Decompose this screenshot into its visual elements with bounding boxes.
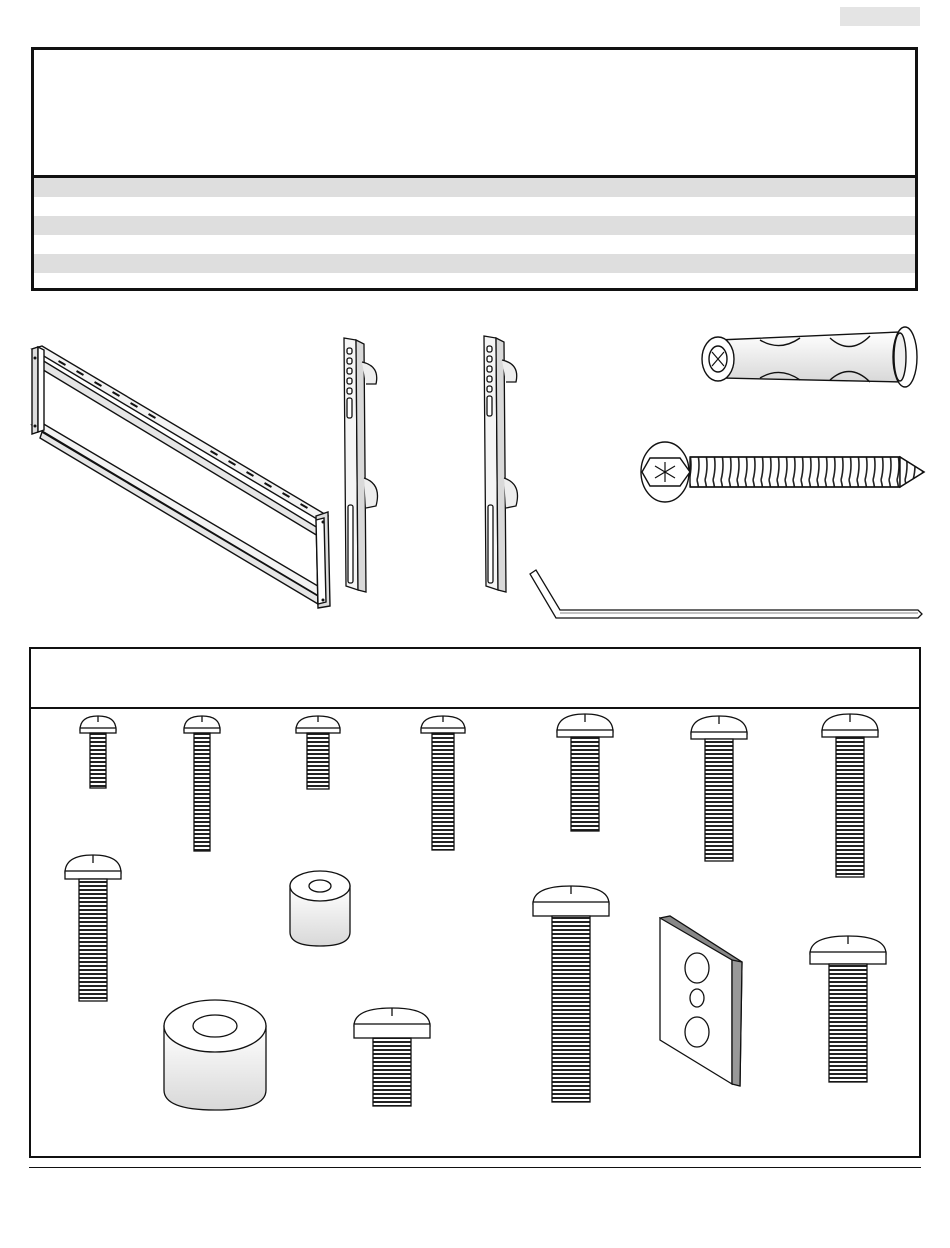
pan-head-screw-icon [80,716,116,788]
large-spacer-icon [164,1000,266,1110]
pan-head-screw-icon [533,886,609,1102]
vertical-mounting-arm-icon [344,338,378,592]
pan-head-screw-icon [421,716,465,850]
allen-wrench-icon [530,570,922,618]
pan-head-screw-icon [822,714,878,877]
hollow-wall-anchor-icon [702,327,917,387]
three-hole-washer-plate-icon [660,916,742,1086]
small-spacer-icon [290,871,350,946]
wall-plate-bracket-icon [32,346,330,608]
vertical-mounting-arm-icon [484,336,518,592]
pan-head-screw-icon [354,1008,430,1106]
pan-head-screw-icon [810,936,886,1082]
pan-head-screw-icon [65,855,121,1001]
pan-head-screw-icon [184,716,220,851]
hex-lag-bolt-icon [641,442,924,502]
pan-head-screw-icon [557,714,613,831]
pan-head-screw-icon [691,716,747,861]
pan-head-screw-icon [296,716,340,789]
